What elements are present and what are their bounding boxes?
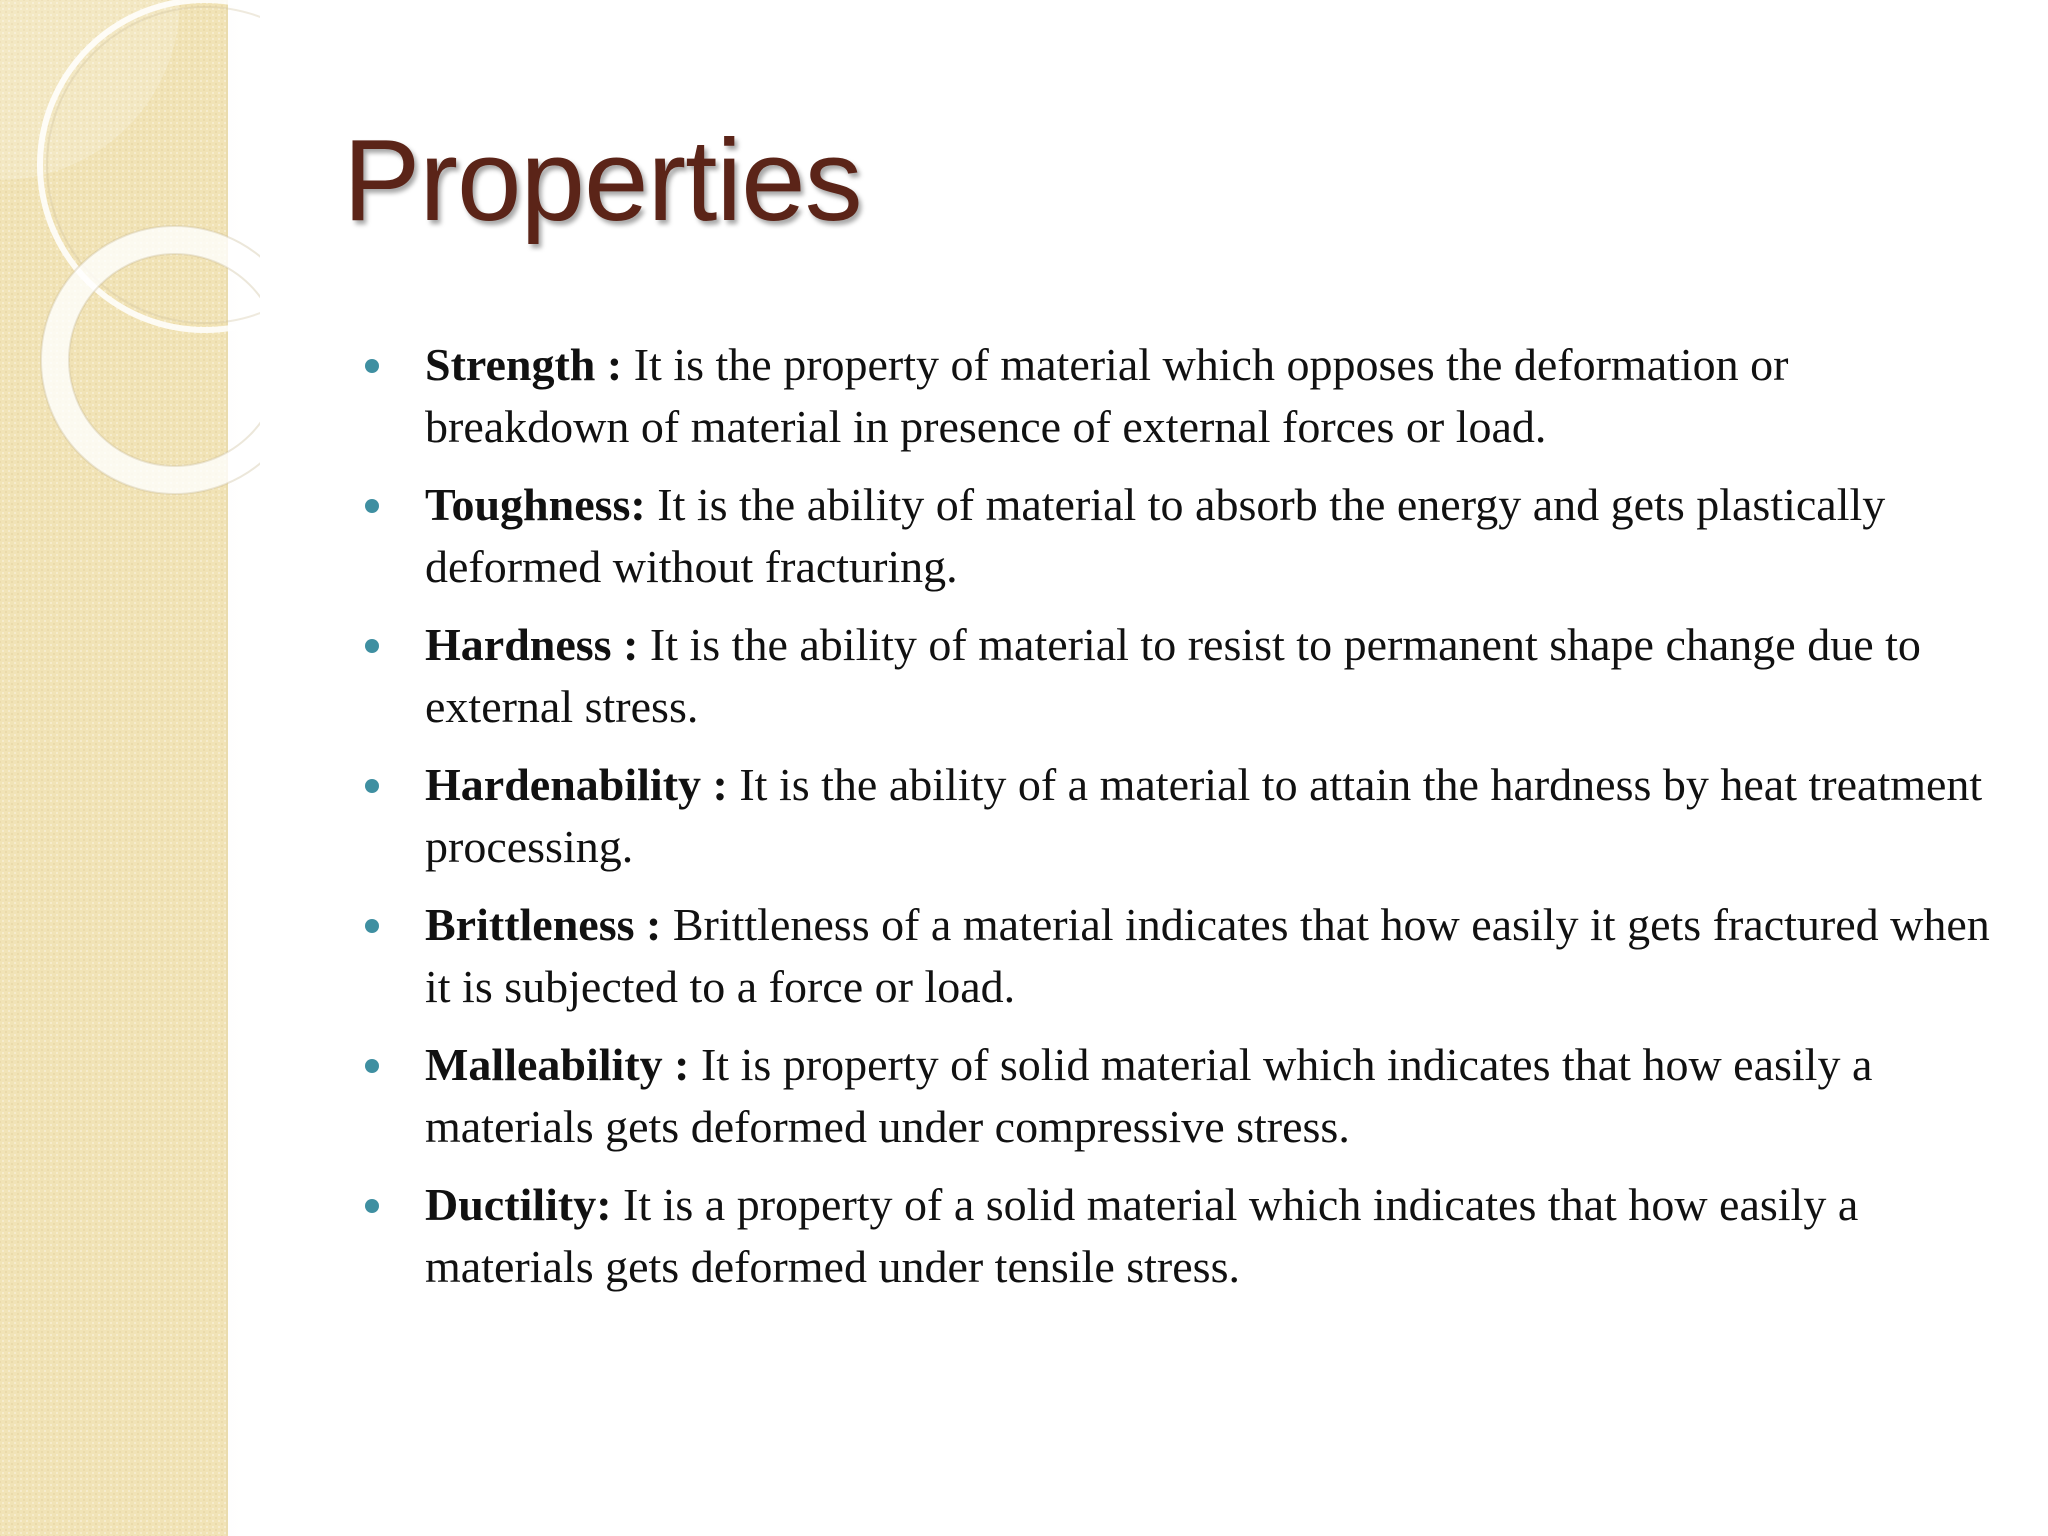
decorative-rings [0,0,260,520]
slide-title: Properties [343,115,862,245]
property-term: Hardness : [425,619,639,670]
property-term: Brittleness : [425,899,662,950]
property-description: It is a property of a solid material which indicates that how easily a materials gets deformed under tensile stress. [425,1179,1859,1292]
property-term: Hardenability : [425,759,728,810]
property-term: Malleability : [425,1039,690,1090]
property-description: It is the ability of a material to attain the hardness by heat treatment processing. [425,759,1983,872]
bullet-icon [365,639,379,653]
decorative-thick-ring [55,240,260,480]
property-description: It is the ability of material to resist to permanent shape change due to external stress. [425,619,1921,732]
property-term: Toughness: [425,479,646,530]
bullet-icon [365,359,379,373]
bullet-icon [365,499,379,513]
bullet-icon [365,919,379,933]
property-term: Ductility: [425,1179,612,1230]
property-description: Brittleness of a material indicates that how easily it gets fractured when it is subjected to a force or load. [425,899,1990,1012]
property-term: Strength : [425,339,623,390]
bullet-icon [365,1059,379,1073]
property-description: It is the ability of material to absorb the energy and gets plastically deformed without fracturing. [425,479,1886,592]
property-item-ductility [360,1174,1990,1298]
bullet-icon [365,779,379,793]
property-description: It is the property of material which opposes the deformation or breakdown of material in presence of external forces or load. [425,339,1789,452]
property-item-toughness [360,474,1990,598]
property-item-hardness [360,614,1990,738]
property-item-strength [360,334,1990,458]
properties-bullet-list [360,334,1990,1314]
property-item-brittleness [360,894,1990,1018]
bullet-icon [365,1199,379,1213]
property-item-malleability [360,1034,1990,1158]
property-description: It is property of solid material which indicates that how easily a materials gets deformed under compressive stress. [425,1039,1873,1152]
property-item-hardenability [360,754,1990,878]
